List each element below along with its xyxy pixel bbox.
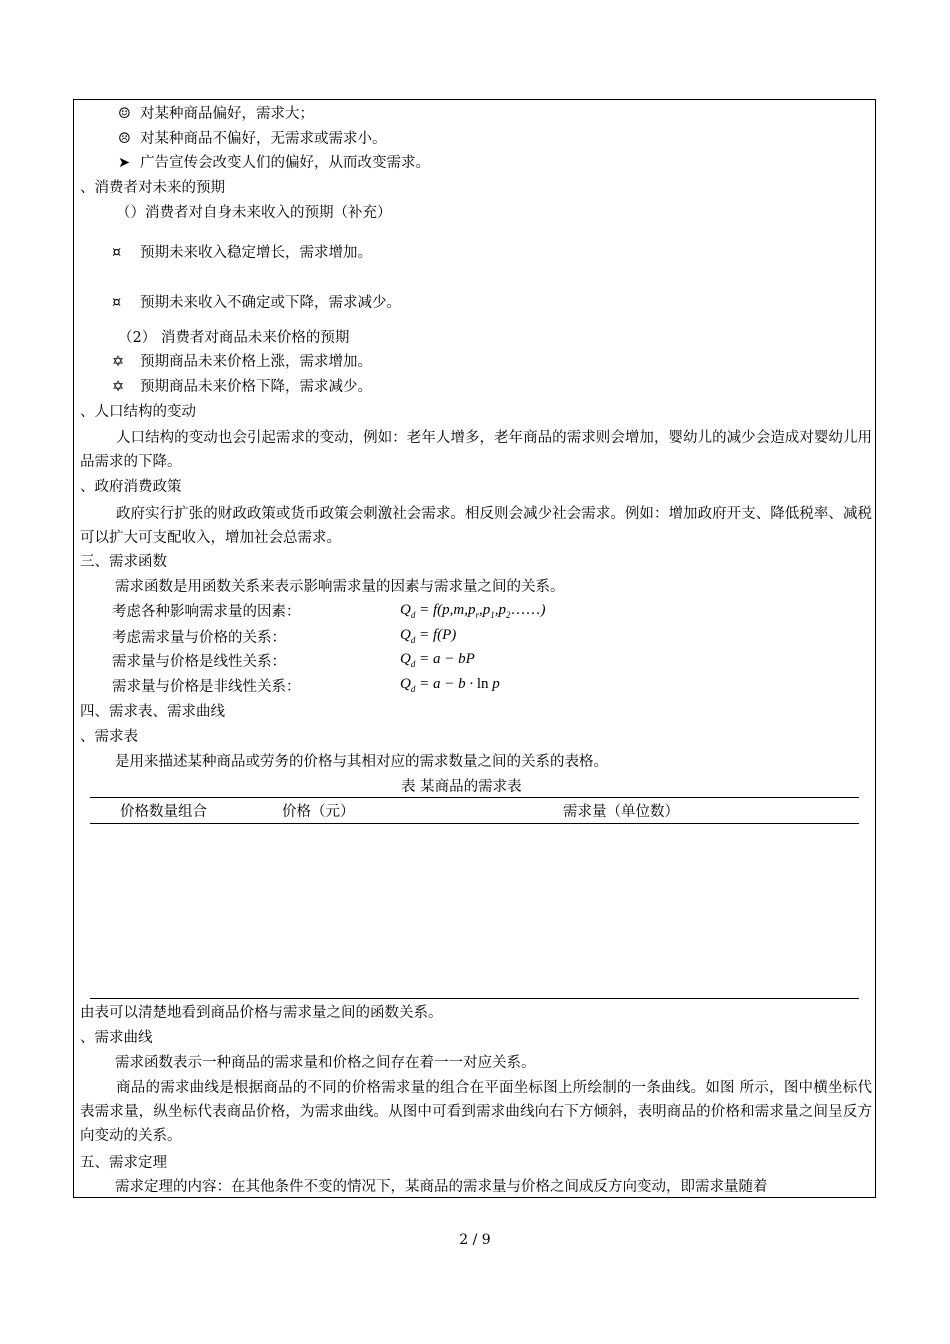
arrow-right-icon: ➤ <box>118 155 131 171</box>
star-bullet-icon: ¤ <box>112 245 122 261</box>
table-section-intro: 是用来描述某种商品或劳务的价格与其相对应的需求数量之间的关系的表格。 <box>115 754 608 770</box>
table-after-text: 由表可以清楚地看到商品价格与需求量之间的函数关系。 <box>80 1005 443 1021</box>
formula-3: $Q_d = a$ − bP <box>400 651 475 669</box>
table-header-combination: 价格数量组合 <box>120 804 207 820</box>
formula-4: $Q_d = a - b \cdot \ln p$ <box>400 676 500 694</box>
table-section-sub: 、需求表 <box>80 729 138 745</box>
star-of-david-icon: ✡ <box>112 379 125 395</box>
curve-heading: 、需求曲线 <box>80 1030 153 1046</box>
policy-text: 政府实行扩张的财政政策或货币政策会刺激社会需求。相反则会减少社会需求。例如：增加政府开支、降低税率、减税可以扩大可支配收入，增加社会总需求。 <box>80 506 872 546</box>
function-heading: 三、需求函数 <box>80 554 167 570</box>
function-intro: 需求函数是用函数关系来表示影响需求量的因素与需求量之间的关系。 <box>115 579 565 595</box>
table-header-price: 价格（元） <box>282 804 355 820</box>
page-number: 2 / 9 <box>459 1232 491 1248</box>
table-caption: 表 某商品的需求表 <box>401 779 522 795</box>
function-row-2-label: 考虑需求量与价格的关系： <box>112 630 286 646</box>
table-header-quantity: 需求量（单位数） <box>563 804 679 820</box>
expectation-heading: 、消费者对未来的预期 <box>80 180 225 196</box>
population-text: 人口结构的变动也会引起需求的变动，例如：老年人增多，老年商品的需求则会增加，婴幼儿的减少会造成对婴幼儿用品需求的下降。 <box>80 430 872 470</box>
expectation-sub2-item1: 预期商品未来价格上涨，需求增加。 <box>140 354 372 370</box>
population-heading: 、人口结构的变动 <box>80 404 196 420</box>
preference-item-3: 广告宣传会改变人们的偏好，从而改变需求。 <box>140 155 430 171</box>
formula-2: $Q_d = f(P)$ <box>400 627 457 645</box>
preference-item-2: 对某种商品不偏好，无需求或需求小。 <box>140 131 387 147</box>
smiley-face-icon: ☺ <box>118 106 131 122</box>
function-row-4-label: 需求量与价格是非线性关系： <box>112 679 301 695</box>
formula-1: $Q_d$ = $f(p,m,p_r,p_1,p_2\dots\dots)$ <box>400 602 546 620</box>
expectation-sub1: （）消费者对自身未来收入的预期（补充） <box>116 205 392 221</box>
star-bullet-icon: ¤ <box>112 295 122 311</box>
table-header-rule <box>90 823 859 824</box>
preference-item-1: 对某种商品偏好，需求大； <box>140 106 314 122</box>
function-row-1-label: 考虑各种影响需求量的因素： <box>112 604 301 620</box>
table-section-heading: 四、需求表、需求曲线 <box>80 704 225 720</box>
curve-p1: 需求函数表示一种商品的需求量和价格之间存在着一一对应关系。 <box>115 1055 536 1071</box>
law-text: 需求定理的内容：在其他条件不变的情况下，某商品的需求量与价格之间成反方向变动，即需求量随着 <box>115 1179 768 1195</box>
table-top-rule <box>90 797 859 798</box>
table-bottom-rule <box>90 998 859 999</box>
function-row-3-label: 需求量与价格是线性关系： <box>112 654 286 670</box>
sad-face-icon: ☹ <box>118 131 131 147</box>
expectation-sub1-item1: 预期未来收入稳定增长，需求增加。 <box>140 245 372 261</box>
policy-heading: 、政府消费政策 <box>80 479 182 495</box>
expectation-sub2: （2） 消费者对商品未来价格的预期 <box>118 330 350 346</box>
expectation-sub1-item2: 预期未来收入不确定或下降，需求减少。 <box>140 295 401 311</box>
law-heading: 五、需求定理 <box>80 1155 167 1171</box>
content-frame <box>73 99 876 1198</box>
expectation-sub2-item2: 预期商品未来价格下降，需求减少。 <box>140 379 372 395</box>
curve-p2: 商品的需求曲线是根据商品的不同的价格需求量的组合在平面坐标图上所绘制的一条曲线。如图 所示，图中横坐标代表需求量，纵坐标代表商品价格，为需求曲线。从图中可看到需求曲线向右下方倾斜，表明商品的价格和需求量之间呈反方向变动的关系。 <box>80 1080 872 1144</box>
star-of-david-icon: ✡ <box>112 354 125 370</box>
